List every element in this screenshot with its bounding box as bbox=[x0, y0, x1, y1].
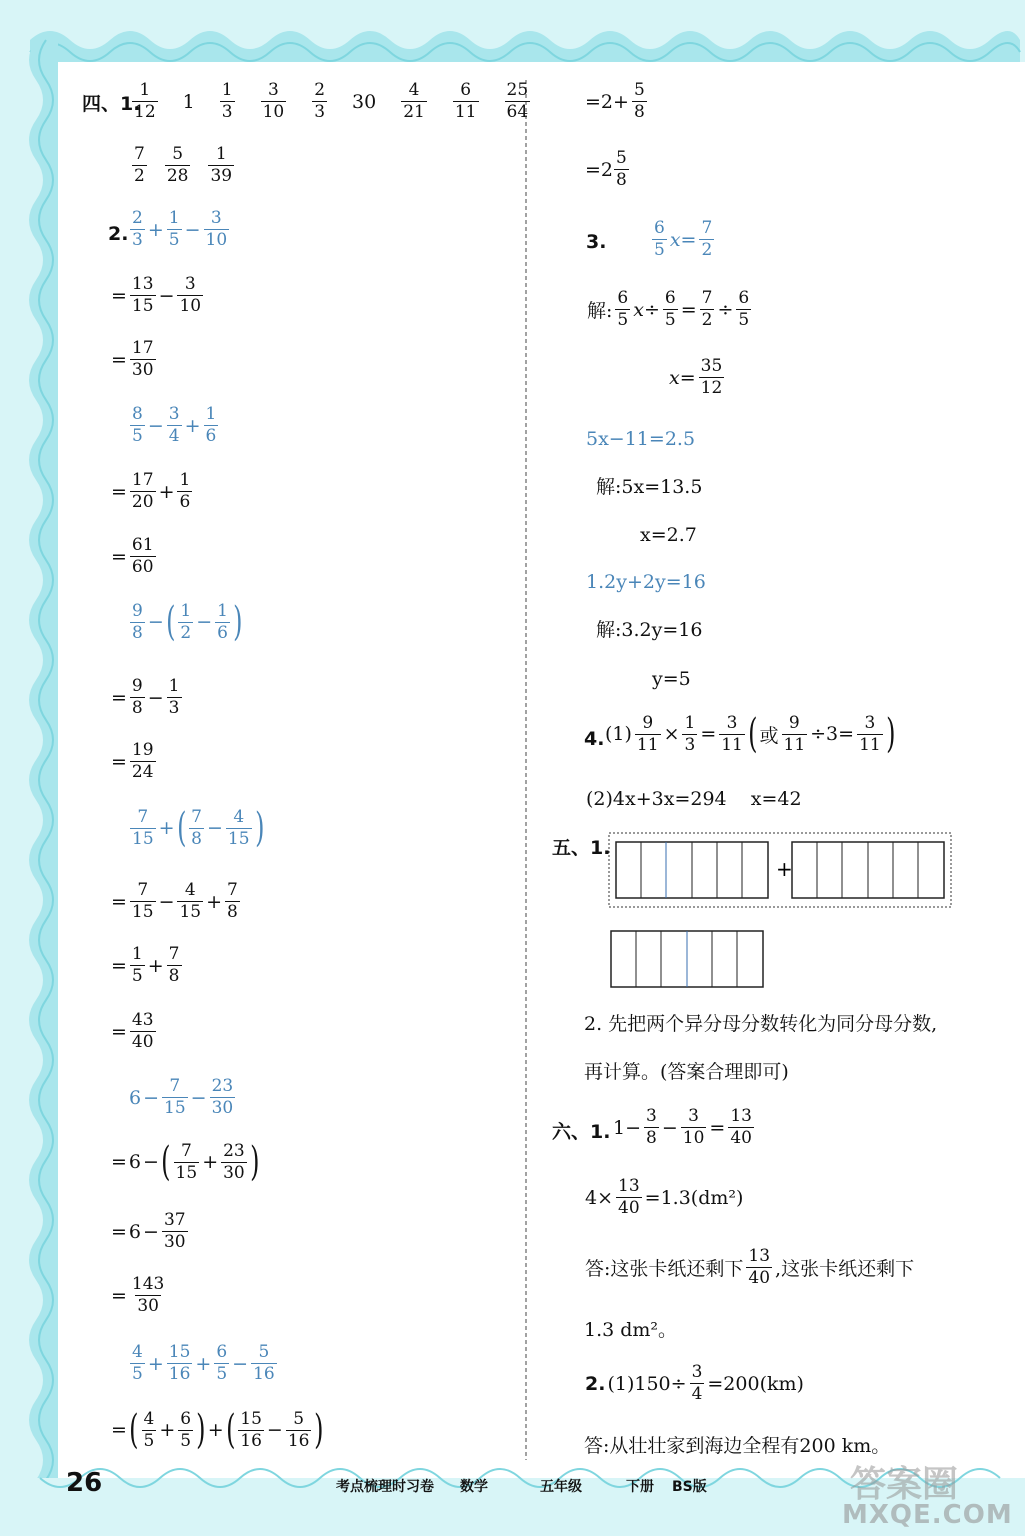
watermark-logo: 答案圈 bbox=[850, 1464, 959, 1505]
sec6-label: 六、1. bbox=[552, 1121, 611, 1143]
sec6-step-2: 4× $\frac{13}{40}$ =1.3(dm²) bbox=[585, 1176, 744, 1218]
step-4: = $\frac{61}{60}$ bbox=[111, 535, 154, 577]
sec5-q2-cont: 再计算。(答案合理即可) bbox=[584, 1061, 789, 1083]
footer-subject: 数学 bbox=[460, 1479, 488, 1495]
sec6-q2: 2. (1)150÷ $\frac{3}{4}$ =200(km) bbox=[585, 1362, 804, 1404]
q2-problem-4: 7 15 + ( 7 8 − $\frac{4}{15}$ ) bbox=[132, 805, 265, 851]
q2-problem-6: 4 5 + $\frac{15}{16}$ + $\frac{6}{5}$ − $\frac{5}{16}$ bbox=[132, 1342, 275, 1384]
q4-label: 4. bbox=[584, 728, 605, 750]
step-3: = $\frac{17}{20}$ + $\frac{1}{6}$ bbox=[111, 470, 191, 512]
fraction-bar-right bbox=[792, 842, 944, 898]
eq2-solution-1: 解:5x=13.5 bbox=[596, 476, 703, 498]
answer-fraction: 2 3 bbox=[314, 80, 326, 122]
eq3-solution-1: 解:3.2y=16 bbox=[596, 619, 703, 641]
step-11: = 6 − $\frac{37}{30}$ bbox=[111, 1210, 186, 1252]
sec4-row1 bbox=[130, 80, 532, 123]
answer-fraction: 1 3 bbox=[221, 80, 233, 122]
step-5: = $\frac{9}{8}$ − $\frac{1}{3}$ bbox=[111, 676, 180, 718]
answer-fraction: 1 12 bbox=[134, 80, 156, 122]
step-8: = $\frac{1}{5}$ + $\frac{7}{8}$ bbox=[111, 944, 180, 986]
eq3-solution-2: y=5 bbox=[652, 668, 691, 690]
q3-solution-2: x= $\frac{35}{12}$ bbox=[669, 356, 723, 398]
answer-fraction: 25 64 bbox=[506, 80, 529, 122]
footer-edition: BS版 bbox=[672, 1479, 707, 1495]
q4-part1: (1) $\frac{9}{11}$ × $\frac{1}{3}$ = $\frac{3}{11}$ ( 或 $\frac{9}{11}$ ÷3= $\frac{3}{11}$ ) bbox=[605, 711, 896, 757]
step-12: = $\frac{143}{30}$ bbox=[111, 1274, 165, 1316]
sec6-answer-1: 答:这张卡纸还剩下 13 40 ,这张卡纸还剩下 bbox=[585, 1246, 915, 1288]
answer-fraction: 7 2 bbox=[134, 144, 145, 186]
q3-equation: 6 5 x= $\frac{7}{2}$ bbox=[654, 218, 713, 260]
q2-problem-2: 8 5 − $\frac{3}{4}$ + $\frac{1}{6}$ bbox=[132, 404, 217, 446]
fraction-bar-left bbox=[616, 842, 768, 898]
step-2: = $\frac{17}{30}$ bbox=[111, 338, 154, 380]
fraction-bars-diagram bbox=[608, 832, 952, 908]
sec6-answer-1-cont: 1.3 dm²。 bbox=[584, 1319, 678, 1341]
sec5-label: 五、1. bbox=[552, 837, 611, 859]
sec5-q2: 2. 先把两个异分母分数转化为同分母分数, bbox=[584, 1013, 938, 1035]
answer-fraction: 6 11 bbox=[454, 80, 477, 122]
step-7: = $\frac{7}{15}$ − $\frac{4}{15}$ + $\frac{7}{8}$ bbox=[111, 880, 238, 922]
footer-volume: 下册 bbox=[626, 1479, 654, 1495]
watermark-url: MXQE.COM bbox=[842, 1500, 1013, 1530]
q2-problem-3: 9 8 − ( 1 2 − $\frac{1}{6}$ ) bbox=[132, 599, 243, 645]
q2-label: 2. bbox=[108, 223, 129, 245]
page-number: 26 bbox=[66, 1468, 103, 1498]
eq2-solution-2: x=2.7 bbox=[640, 524, 697, 546]
step-9: = $\frac{43}{40}$ bbox=[111, 1010, 154, 1052]
r-step-2: =2 5 8 bbox=[585, 148, 627, 190]
q2-problem-5: 6 − $\frac{7}{15}$ − $\frac{23}{30}$ bbox=[129, 1076, 234, 1118]
eq3: 1.2y+2y=16 bbox=[586, 571, 706, 593]
answer-fraction: 3 10 bbox=[262, 80, 285, 122]
answer-fraction: 5 28 bbox=[166, 144, 189, 186]
step-10: = 6 − ( 7 15 + $\frac{23}{30}$ ) bbox=[111, 1139, 260, 1185]
q3-solution-1: 解: 6 5 x÷ $\frac{6}{5}$ = $\frac{7}{2}$ ÷ $\frac{6}{5}$ bbox=[587, 288, 750, 330]
fraction-bar-result bbox=[610, 930, 764, 988]
sec4-row2 bbox=[130, 144, 236, 187]
footer-book: 考点梳理时习卷 bbox=[336, 1479, 434, 1495]
answer-value: 30 bbox=[352, 90, 377, 113]
answer-fraction: 4 21 bbox=[403, 80, 425, 122]
step-6: = $\frac{19}{24}$ bbox=[111, 740, 154, 782]
q3-label: 3. bbox=[586, 231, 607, 253]
step-13: = ( 4 5 + $\frac{6}{5}$ ) + ( 15 16 − $\frac{5}{16}$ ) bbox=[111, 1407, 324, 1453]
sec4-label: 四、1. bbox=[82, 93, 141, 115]
answer-value: 1 bbox=[182, 90, 195, 113]
step-1: = $\frac{13}{15}$ − $\frac{3}{10}$ bbox=[111, 274, 202, 316]
q4-part2: (2)4x+3x=294 x=42 bbox=[586, 788, 802, 810]
plus-sign: + bbox=[776, 857, 793, 881]
eq2: 5x−11=2.5 bbox=[586, 428, 696, 450]
sec6-step-1: 1− $\frac{3}{8}$ − $\frac{3}{10}$ = $\frac{13}{40}$ bbox=[613, 1106, 752, 1148]
answer-fraction: 1 39 bbox=[210, 144, 233, 186]
r-step-1: =2+ $\frac{5}{8}$ bbox=[585, 80, 645, 122]
footer-grade: 五年级 bbox=[540, 1479, 582, 1495]
sec6-answer-2: 答:从壮壮家到海边全程有200 km。 bbox=[584, 1435, 891, 1457]
q2-problem-1: 2 3 + $\frac{1}{5}$ − $\frac{3}{10}$ bbox=[132, 208, 228, 250]
